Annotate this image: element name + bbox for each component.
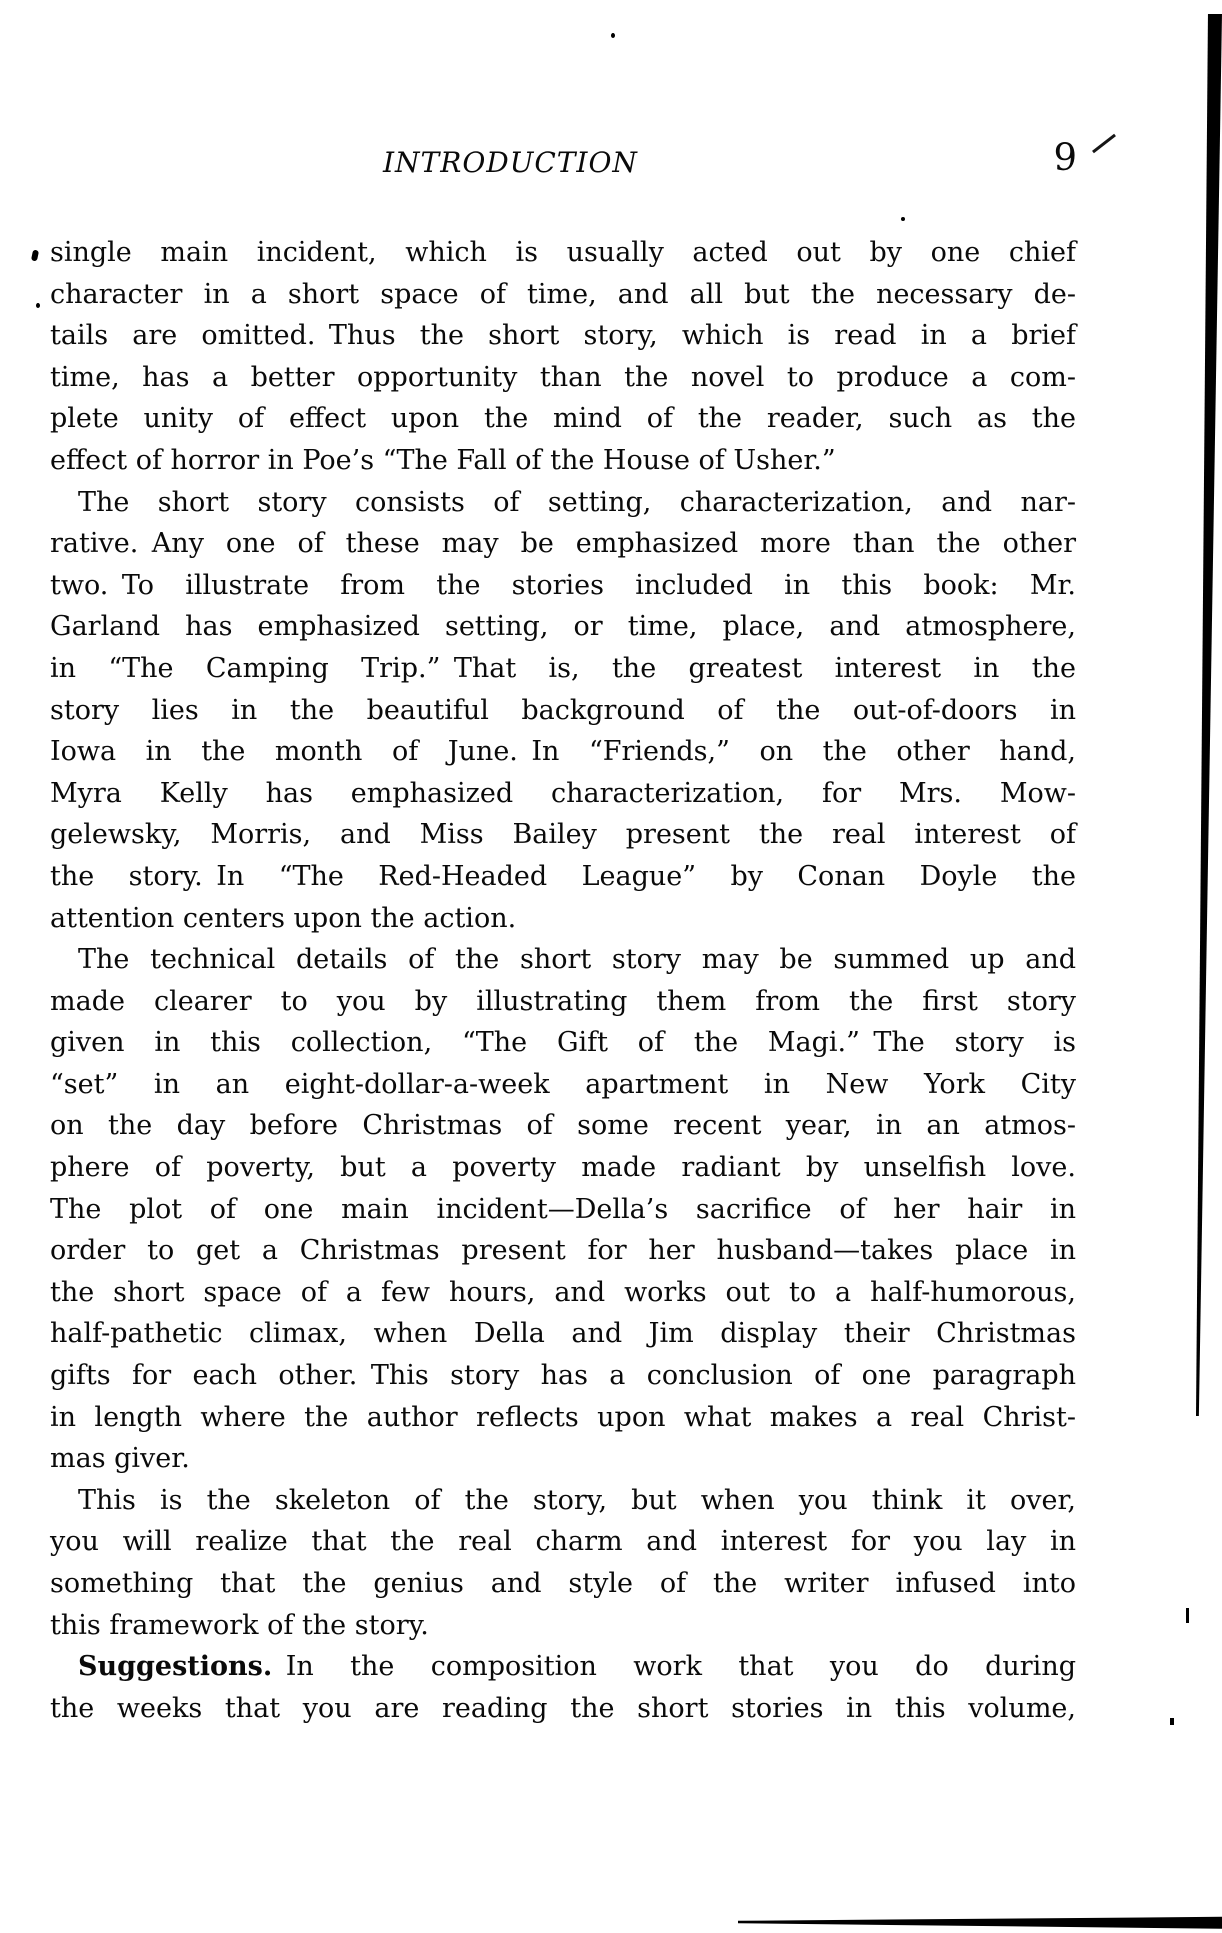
text-line: rative. Any one of these may be emphasized more than the other [50, 528, 1076, 560]
text-line: phere of poverty, but a poverty made radiant by unselfish love. [50, 1152, 1076, 1184]
text-line: gifts for each other. This story has a conclusion of one paragraph [50, 1360, 1076, 1392]
text-line: the story. In “The Red-Headed League” by Conan Doyle the [50, 860, 1076, 892]
text-line: gelewsky, Morris, and Miss Bailey present the real interest of [50, 819, 1076, 851]
text-line: The plot of one main incident—Della’s sacrifice of her hair in [50, 1193, 1076, 1225]
text-line: story lies in the beautiful background of the out-of-doors in [50, 694, 1076, 726]
running-title: INTRODUCTION [383, 146, 638, 179]
text-line: plete unity of effect upon the mind of the reader, such as the [50, 403, 1076, 435]
text-line: character in a short space of time, and all but the necessary de- [50, 278, 1076, 310]
text-line: The technical details of the short story may be summed up and [78, 944, 1076, 976]
pen-slash-artifact [1092, 134, 1116, 154]
text-line: effect of horror in Poe’s “The Fall of the House of Usher.” [50, 444, 836, 476]
scan-speck-artifact [611, 33, 615, 38]
text-line: two. To illustrate from the stories included in this book: Mr. [50, 569, 1076, 601]
text-line: mas giver. [50, 1443, 190, 1475]
text-line: Iowa in the month of June. In “Friends,” on the other hand, [50, 736, 1076, 768]
paragraph-lead: Suggestions. [78, 1651, 273, 1683]
text-line: given in this collection, “The Gift of the Magi.” The story is [50, 1027, 1076, 1059]
scan-speck-artifact [1170, 1718, 1174, 1725]
text-line: “set” in an eight-dollar-a-week apartment in New York City [50, 1068, 1076, 1100]
text-line: you will realize that the real charm and interest for you lay in [50, 1526, 1076, 1558]
text-line: half-pathetic climax, when Della and Jim display their Christmas [50, 1318, 1076, 1350]
text-line: single main incident, which is usually acted out by one chief [50, 237, 1076, 268]
scan-speck-artifact [1186, 1608, 1189, 1623]
text-line: order to get a Christmas present for her husband—takes place in [50, 1235, 1076, 1267]
text-line: attention centers upon the action. [50, 902, 517, 934]
page-number: 9 [1053, 136, 1077, 179]
text-line: time, has a better opportunity than the novel to produce a com- [50, 361, 1076, 393]
text-line: in length where the author reflects upon what makes a real Christ- [50, 1401, 1076, 1433]
text-line: made clearer to you by illustrating them from the first story [50, 985, 1076, 1017]
text-line: The short story consists of setting, characterization, and nar- [78, 486, 1076, 518]
scan-speck-artifact [901, 217, 905, 221]
scan-speck-artifact [31, 249, 39, 261]
text-line: Garland has emphasized setting, or time, place, and atmosphere, [50, 611, 1076, 643]
text-line: This is the skeleton of the story, but when you think it over, [78, 1484, 1076, 1516]
scan-speck-artifact [36, 303, 40, 308]
text-line: Suggestions. In the composition work that you do during [78, 1651, 1076, 1683]
text-line: Myra Kelly has emphasized characterization, for Mrs. Mow- [50, 777, 1076, 809]
scan-edge-bottom-artifact [738, 1916, 1222, 1932]
scan-edge-right-artifact [1196, 14, 1222, 1416]
text-line: in “The Camping Trip.” That is, the greatest interest in the [50, 652, 1076, 684]
text-line: on the day before Christmas of some recent year, in an atmos- [50, 1110, 1076, 1142]
body-text [50, 232, 1076, 1729]
text-line: the weeks that you are reading the short stories in this volume, [50, 1692, 1076, 1724]
text-line: this framework of the story. [50, 1609, 429, 1641]
text-line: something that the genius and style of the writer infused into [50, 1568, 1076, 1599]
text-line: tails are omitted. Thus the short story, which is read in a brief [50, 320, 1076, 352]
text-line: the short space of a few hours, and works out to a half-humorous, [50, 1276, 1076, 1308]
